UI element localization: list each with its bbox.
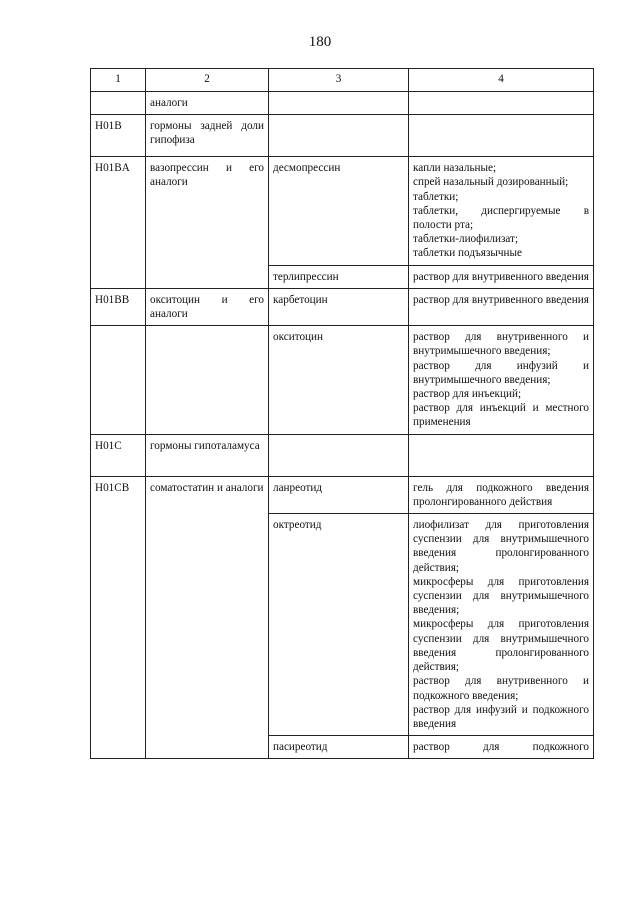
group-name: окситоцин и его аналоги	[146, 288, 269, 325]
atc-code: H01BB	[91, 288, 146, 325]
group-name: гормоны задней доли гипофиза	[146, 115, 269, 157]
table-row	[91, 434, 594, 476]
dosage-forms	[409, 476, 594, 513]
dosage-form: таблетки, диспергируемые в полости рта;	[413, 204, 589, 232]
group-name: соматостатин и аналоги	[146, 476, 269, 759]
header-col-3: 3	[269, 69, 409, 92]
dosage-form: раствор для инфузий и подкожного введения	[413, 703, 589, 730]
header-col-2: 2	[146, 69, 269, 92]
group-name: вазопрессин и его аналоги	[146, 157, 269, 289]
drug-table	[90, 68, 594, 759]
dosage-form: таблетки подъязычные	[413, 247, 522, 260]
dosage-form: раствор для подкожного	[413, 741, 589, 754]
table-row	[91, 157, 594, 265]
drug-name: карбетоцин	[269, 288, 409, 325]
table-row	[91, 115, 594, 157]
dosage-forms	[409, 92, 594, 115]
dosage-forms	[409, 115, 594, 157]
dosage-forms	[409, 157, 594, 265]
atc-code: H01CB	[91, 476, 146, 759]
table-row	[91, 326, 594, 434]
drug-name: ланреотид	[269, 476, 409, 513]
dosage-form: раствор для инфузий и внутримышечного введения;	[413, 359, 589, 386]
dosage-form: таблетки;	[413, 190, 459, 203]
page-number: 180	[308, 34, 332, 50]
drug-name: окситоцин	[269, 326, 409, 434]
dosage-form: спрей назальный дозированный;	[413, 176, 569, 189]
group-name: аналоги	[146, 92, 269, 115]
dosage-form: гель для подкожного введения пролонгированного действия	[413, 481, 589, 508]
atc-code: H01B	[91, 115, 146, 157]
drug-name	[269, 115, 409, 157]
header-row	[91, 69, 594, 92]
dosage-form: раствор для внутривенного введения	[413, 270, 589, 283]
dosage-form: капли назальные;	[413, 162, 497, 175]
dosage-form: микросферы для приготовления суспензии для внутримышечного введения пролонгированного действия;	[413, 618, 589, 674]
dosage-form: микросферы для приготовления суспензии для внутримышечного введения;	[413, 575, 589, 617]
dosage-form: раствор для инъекций и местного применения	[413, 402, 589, 429]
dosage-form: раствор для внутривенного и внутримышечного введения;	[413, 331, 589, 358]
header-col-4: 4	[409, 69, 594, 92]
drug-name: десмопрессин	[269, 157, 409, 265]
dosage-forms	[409, 265, 594, 288]
group-name	[146, 326, 269, 434]
drug-name	[269, 92, 409, 115]
atc-code	[91, 326, 146, 434]
dosage-forms	[409, 326, 594, 434]
table-row	[91, 476, 594, 513]
atc-code: H01C	[91, 434, 146, 476]
dosage-form: раствор для инъекций;	[413, 388, 522, 401]
drug-name: пасиреотид	[269, 736, 409, 759]
atc-code: H01BA	[91, 157, 146, 289]
drug-name: терлипрессин	[269, 265, 409, 288]
dosage-forms	[409, 736, 594, 759]
drug-name	[269, 434, 409, 476]
dosage-forms	[409, 514, 594, 736]
group-name: гормоны гипоталамуса	[146, 434, 269, 476]
header-col-1: 1	[91, 69, 146, 92]
dosage-forms	[409, 434, 594, 476]
drug-name: октреотид	[269, 514, 409, 736]
dosage-form: лиофилизат для приготовления суспензии для внутримышечного введения пролонгированного действия;	[413, 519, 589, 574]
dosage-forms	[409, 288, 594, 325]
atc-code	[91, 92, 146, 115]
dosage-form: раствор для внутривенного введения	[413, 293, 589, 306]
table-row	[91, 288, 594, 325]
table-row	[91, 92, 594, 115]
dosage-form: таблетки-лиофилизат;	[413, 233, 519, 246]
dosage-form: раствор для внутривенного и подкожного введения;	[413, 675, 589, 702]
